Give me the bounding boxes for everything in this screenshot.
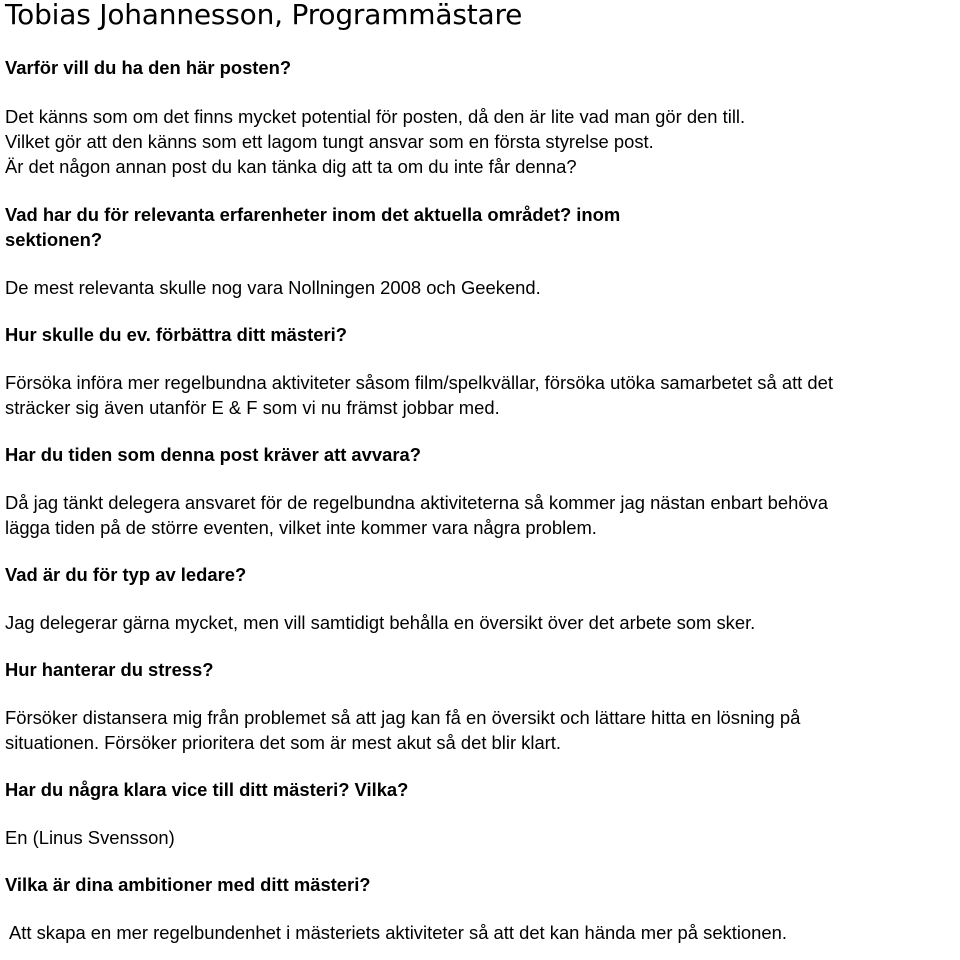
question-experience-continued: sektionen? xyxy=(5,229,103,250)
document-page xyxy=(5,0,957,945)
answer-line: sträcker sig även utanför E & F som vi nu främst jobbar med. xyxy=(5,397,500,418)
answer-line: situationen. Försöker prioritera det som är mest akut så det blir klart. xyxy=(5,732,562,753)
answer-line: lägga tiden på de större eventen, vilket inte kommer vara några problem. xyxy=(5,517,597,538)
answer-line: De mest relevanta skulle nog vara Nollningen 2008 och Geekend. xyxy=(5,277,541,298)
answer-line: Vilket gör att den känns som ett lagom tungt ansvar som en första styrelse post. xyxy=(5,131,654,152)
question-stress: Hur hanterar du stress? xyxy=(5,659,214,680)
answer-line: Jag delegerar gärna mycket, men vill samtidigt behålla en översikt över det arbete som sker. xyxy=(5,612,756,633)
answer-line: Försöka införa mer regelbundna aktiviteter såsom film/spelkvällar, försöka utöka samarbetet så att det xyxy=(5,372,833,393)
question-why-this-post: Varför vill du ha den här posten? xyxy=(5,57,292,78)
answer-line: Då jag tänkt delegera ansvaret för de regelbundna aktiviteterna så kommer jag nästan enbart behöva xyxy=(5,492,828,513)
question-improve: Hur skulle du ev. förbättra ditt mästeri? xyxy=(5,324,347,345)
question-leader-type: Vad är du för typ av ledare? xyxy=(5,564,247,585)
answer-line: Att skapa en mer regelbundenhet i mästeriets aktiviteter så att det kan hända mer på sektionen. xyxy=(9,922,787,943)
answer-line: Det känns som om det finns mycket potential för posten, då den är lite vad man gör den till. xyxy=(5,106,746,127)
question-vice: Har du några klara vice till ditt mästeri? Vilka? xyxy=(5,779,409,800)
question-time: Har du tiden som denna post kräver att avvara? xyxy=(5,444,421,465)
answer-line: Är det någon annan post du kan tänka dig att ta om du inte får denna? xyxy=(5,156,577,177)
answer-line: Försöker distansera mig från problemet så att jag kan få en översikt och lättare hitta en lösning på xyxy=(5,707,801,728)
question-experience: Vad har du för relevanta erfarenheter inom det aktuella området? inom xyxy=(5,204,621,225)
answer-line: En (Linus Svensson) xyxy=(5,827,175,848)
page-title: Tobias Johannesson, Programmästare xyxy=(5,0,523,31)
question-ambitions: Vilka är dina ambitioner med ditt mästeri? xyxy=(5,874,371,895)
